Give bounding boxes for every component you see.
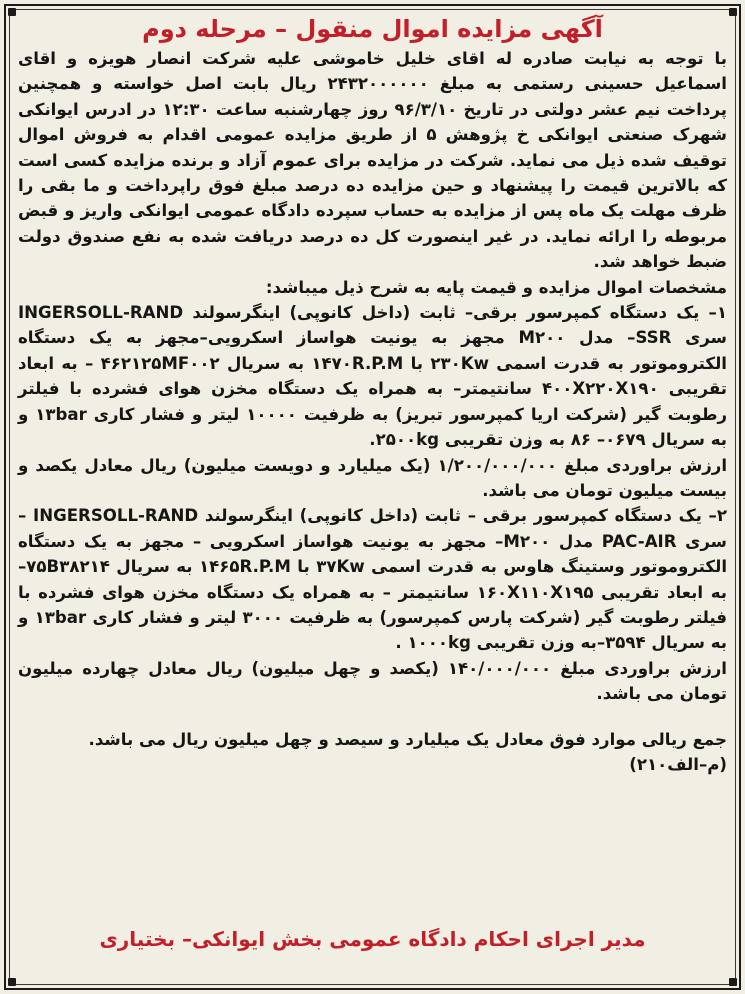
item-1-value: ارزش براوردی مبلغ ۱/۲۰۰/۰۰۰/۰۰۰ (یک میلیارد و دویست میلیون) ریال معادل یکصد و بیست میلیون تومان می باشد. (18, 455, 728, 500)
corner-ornament (729, 978, 737, 986)
total-line: جمع ریالی موارد فوق معادل یک میلیارد و سیصد و چهل میلیون ریال می باشد. (88, 729, 727, 749)
corner-ornament (8, 978, 16, 986)
notice-code: (م–الف۲۱۰) (629, 754, 727, 774)
notice-title: آگهی مزایده اموال منقول – مرحله دوم (142, 15, 603, 43)
notice-body (18, 14, 727, 980)
item-2-description: ۲– یک دستگاه کمپرسور برقی – ثابت (داخل کانوپی) اینگرسولند INGERSOLL-RAND – سری PAC-AIR مدل M۲۰۰– مجهز به یونیت هواساز اسکرویی – مجهز به یک دستگاه الکتروموتور وستینگ هاوس به قدرت اسمی ۳۷Kw با ۱۴۶۵R.P.M به سریال ۷۵B۳۸۲۱۴– به ابعاد تقریبی ۱۶۰X۱۱۰X۱۹۵ سانتیمتر – به همراه یک دستگاه مخزن هوای فشرده با فیلتر رطوبت گیر (شرکت پارس کمپرسور) به ظرفیت ۳۰۰۰ لیتر و فشار کاری ۱۳bar و به سریال ۳۵۹۴–به وزن تقریبی ۱۰۰۰kg . (18, 506, 728, 653)
intro-paragraph: با توجه به نیابت صادره له اقای خلیل خاموشی علیه شرکت انصار هویزه و اقای اسماعیل حسینی رستمی به مبلغ ۲۴۳۲۰۰۰۰۰۰ ریال بابت اصل خواسته و همچنین پرداخت نیم عشر دولتی در تاریخ ۹۶/۳/۱۰ روز چهارشنبه ساعت ۱۲:۳۰ در ادرس ایوانکی شهرک صنعتی ایوانکی خ پژوهش ۵ از طریق مزایده عمومی اقدام به فروش اموال توقیف شده ذیل می نماید. شرکت در مزایده برای عموم آزاد و برنده مزایده کسی است که بالاترین قیمت را پیشنهاد و حین مزایده ده درصد مبلغ فوق راپرداخت و ما بقی را ظرف مهلت یک ماه پس از مزایده به حساب سپرده دادگاه عمومی ایوانکی واریز و قبض مربوطه را ارائه نماید. در غیر اینصورت کل ده درصد دریافت شده به نفع صندوق دولت ضبط خواهد شد. (18, 49, 728, 272)
specs-heading: مشخصات اموال مزایده و قیمت پایه به شرح ذیل میباشد: (265, 277, 727, 297)
item-2-value: ارزش براوردی مبلغ ۱۴۰/۰۰۰/۰۰۰ (یکصد و چهل میلیون) ریال معادل چهارده میلیون تومان می باشد. (18, 658, 727, 704)
signature-line: مدیر اجرای احکام دادگاه عمومی بخش ایوانکی– بختیاری (99, 927, 646, 951)
corner-ornament (8, 8, 16, 16)
spacer (18, 707, 727, 727)
item-1-description: ۱– یک دستگاه کمپرسور برقی– ثابت (داخل کانوپی) اینگرسولند INGERSOLL-RAND سری SSR– مدل M۲۰۰ مجهز به یونیت هواساز اسکرویی–مجهز به یک دستگاه الکتروموتور به قدرت اسمی ۲۳۰Kw با ۱۴۷۰R.P.M به سریال ۴۶۲۱۲۵MF۰۰۲ – به ابعاد تقریبی ۴۰۰X۲۲۰X۱۹۰ سانتیمتر– به همراه یک دستگاه مخزن هوای فشرده با فیلتر رطوبت گیر (شرکت اریا کمپرسور تبریز) به ظرفیت ۱۰۰۰۰ لیتر و فشار کاری ۱۳bar و به سریال ۰۶۷۹– ۸۶ به وزن تقریبی ۲۵۰۰kg. (18, 303, 727, 450)
corner-ornament (729, 8, 737, 16)
